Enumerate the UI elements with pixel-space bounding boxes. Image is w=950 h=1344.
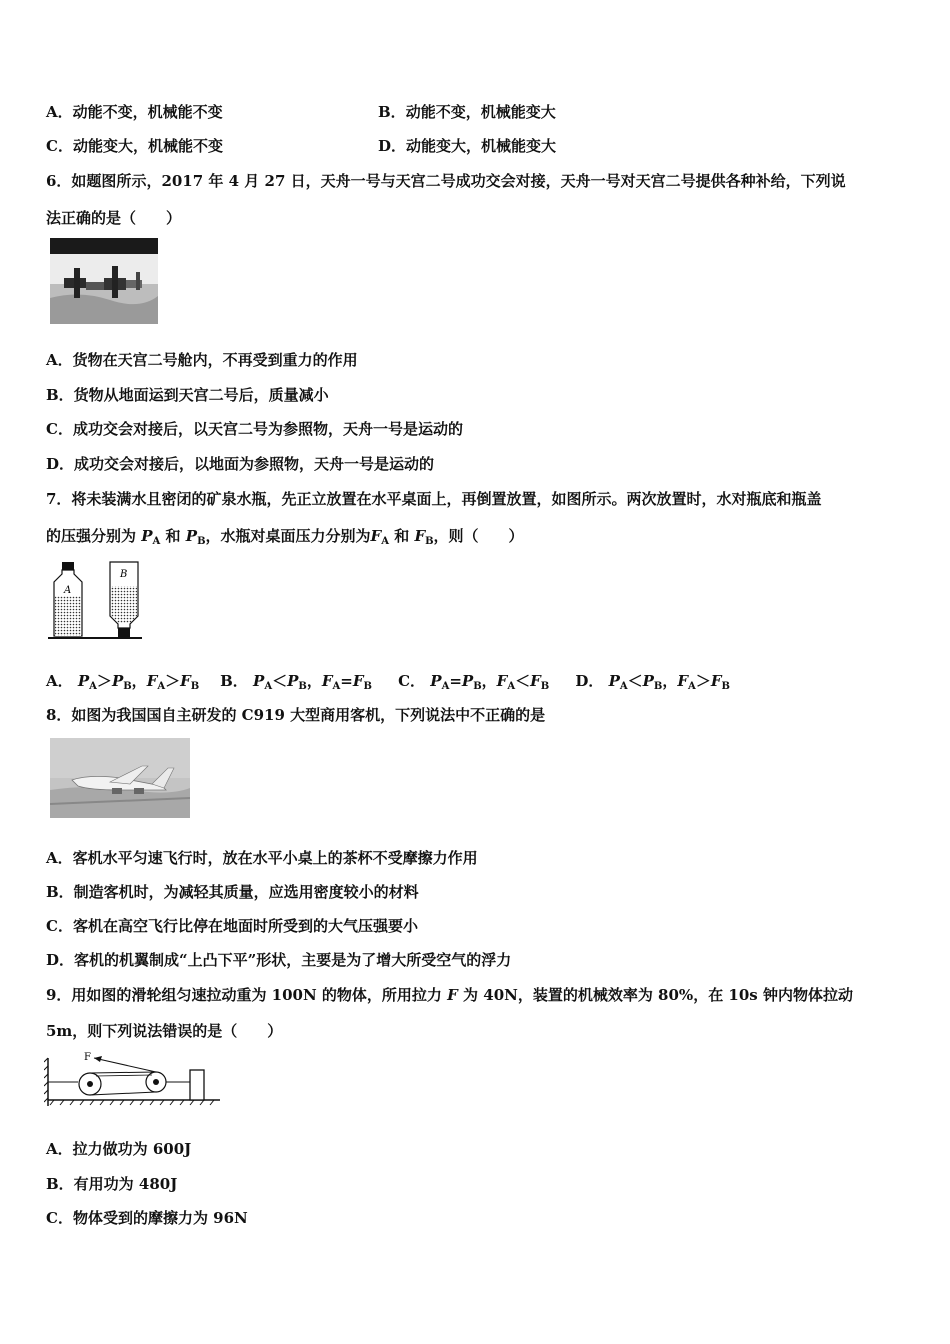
q7-stem-line2: 的压强分别为 $P_A$ 和 $P_B$，水瓶对桌面压力分别为$F_A$ 和 $F_B$，则（ ） <box>46 527 524 547</box>
bottle-b-label: B <box>120 569 128 580</box>
q7-options: A． $P_A>P_B$，$F_A>F_B$ B． $P_A<P_B$，$F_A=F_B$ C． $P_A=P_B$，$F_A<F_B$ D． $P_A<P_B$，$F_A>F_B$ <box>46 672 730 692</box>
q6-option-d: D．成功交会对接后，以地面为参照物，天舟一号是运动的 <box>46 455 435 473</box>
q5-option-b: B．动能不变，机械能变大 <box>378 103 556 121</box>
q8-stem: 8．如图为我国国自主研发的 C919 大型商用客机，下列说法中不正确的是 <box>46 706 546 724</box>
q9-stem-line2: 5m，则下列说法错误的是（ ） <box>46 1022 283 1040</box>
q9-stem-line1: 9．用如图的滑轮组匀速拉动重为 100N 的物体，所用拉力 F 为 40N，装置的机械效率为 80%，在 10s 钟内物体拉动 <box>46 986 853 1004</box>
q8-option-c: C．客机在高空飞行比停在地面时所受到的大气压强要小 <box>46 917 418 935</box>
q5-option-a: A．动能不变，机械能不变 <box>46 103 223 121</box>
q8-option-b: B．制造客机时，为减轻其质量，应选用密度较小的材料 <box>46 883 419 901</box>
q6-option-a: A．货物在天宫二号舱内，不再受到重力的作用 <box>46 351 358 369</box>
pulley-force-label: F <box>84 1052 91 1063</box>
water-bottles-figure <box>48 560 144 642</box>
q9-option-c: C．物体受到的摩擦力为 96N <box>46 1209 248 1227</box>
q9-option-b: B．有用功为 480J <box>46 1175 178 1193</box>
q5-option-c: C．动能变大，机械能不变 <box>46 137 223 155</box>
c919-airplane-photo <box>50 738 190 818</box>
q5-option-d: D．动能变大，机械能变大 <box>378 137 557 155</box>
q6-stem-line2: 法正确的是（ ） <box>46 209 182 227</box>
bottle-a-label: A <box>64 585 72 596</box>
q6-stem-line1: 6．如题图所示，2017 年 4 月 27 日，天舟一号与天宫二号成功交会对接，天舟一号对天宫二号提供各种补给，下列说 <box>46 172 846 190</box>
q8-option-a: A．客机水平匀速飞行时，放在水平小桌上的茶杯不受摩擦力作用 <box>46 849 478 867</box>
q6-option-b: B．货物从地面运到天宫二号后，质量减小 <box>46 386 329 404</box>
q9-option-a: A．拉力做功为 600J <box>46 1140 192 1158</box>
pulley-system-figure <box>44 1048 224 1108</box>
q7-stem-line1: 7．将未装满水且密闭的矿泉水瓶，先正立放置在水平桌面上，再倒置放置，如图所示。两次放置时，水对瓶底和瓶盖 <box>46 490 822 508</box>
q6-option-c: C．成功交会对接后，以天宫二号为参照物，天舟一号是运动的 <box>46 420 463 438</box>
q8-option-d: D．客机的机翼制成“上凸下平”形状，主要是为了增大所受空气的浮力 <box>46 951 512 969</box>
spacecraft-docking-photo <box>50 238 158 324</box>
